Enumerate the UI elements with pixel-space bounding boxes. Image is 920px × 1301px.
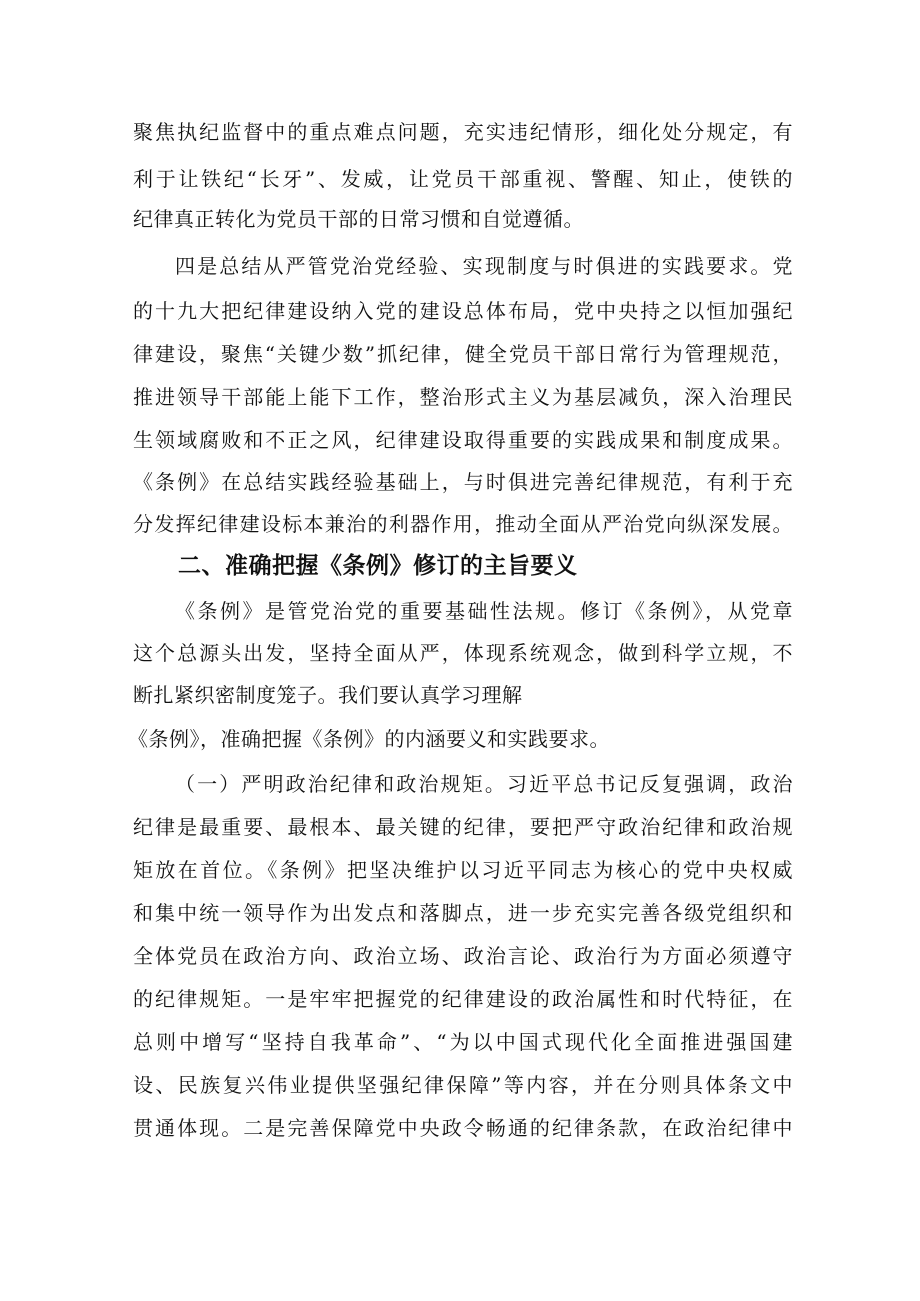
p2-line-6: 《条例》在总结实践经验基础上，与时俱进完善纪律规范，有利于充 — [133, 470, 793, 494]
p1-line-3: 纪律真正转化为党员干部的日常习惯和自觉遵循。 — [133, 207, 584, 231]
p4-line-9: 贯通体现。二是完善保障党中央政令畅通的纪律条款，在政治纪律中 — [133, 1116, 793, 1140]
p4-line-2: 纪律是最重要、最根本、最关键的纪律，要把严守政治纪律和政治规 — [133, 815, 793, 839]
p1-line-2: 利于让铁纪“长牙”、发威，让党员干部重视、警醒、知止，使铁的 — [133, 167, 793, 191]
p2-line-4: 推进领导干部能上能下工作，整治形式主义为基层减负，深入治理民 — [133, 385, 793, 409]
p4-line-7: 总则中增写“坚持自我革命”、“为以中国式现代化全面推进强国建 — [133, 1030, 793, 1054]
p1-line-1: 聚焦执纪监督中的重点难点问题，充实违纪情形，细化处分规定，有 — [133, 120, 793, 144]
p2-line-1: 四是总结从严管党治党经验、实现制度与时俱进的实践要求。党 — [175, 254, 793, 278]
section-heading: 二、准确把握《条例》修订的主旨要义 — [178, 553, 578, 579]
p2-line-3: 律建设，聚焦“关键少数”抓纪律，健全党员干部日常行为管理规范， — [133, 342, 793, 366]
p4-line-4: 和集中统一领导作为出发点和落脚点，进一步充实完善各级党组织和 — [133, 901, 793, 925]
p4-line-6: 的纪律规矩。一是牢牢把握党的纪律建设的政治属性和时代特征，在 — [133, 987, 793, 1011]
p3-line-3: 断扎紧织密制度笼子。我们要认真学习理解 — [133, 683, 523, 707]
p3-line-1: 《条例》是管党治党的重要基础性法规。修订《条例》，从党章 — [175, 599, 793, 623]
p3-line-2: 这个总源头出发，坚持全面从严，体现系统观念，做到科学立规，不 — [133, 641, 793, 665]
p4-line-1: （一）严明政治纪律和政治规矩。习近平总书记反复强调，政治 — [175, 772, 793, 796]
p2-line-7: 分发挥纪律建设标本兼治的利器作用，推动全面从严治党向纵深发展。 — [133, 512, 793, 536]
p2-line-2: 的十九大把纪律建设纳入党的建设总体布局，党中央持之以恒加强纪 — [133, 299, 793, 323]
p4-line-3: 矩放在首位。《条例》把坚决维护以习近平同志为核心的党中央权威 — [133, 858, 793, 882]
p4-line-5: 全体党员在政治方向、政治立场、政治言论、政治行为方面必须遵守 — [133, 944, 793, 968]
p3-line-4: 《条例》，准确把握《条例》的内涵要义和实践要求。 — [128, 727, 610, 751]
p2-line-5: 生领域腐败和不正之风，纪律建设取得重要的实践成果和制度成果。 — [133, 428, 793, 452]
p4-line-8: 设、民族复兴伟业提供坚强纪律保障”等内容，并在分则具体条文中 — [133, 1073, 793, 1097]
